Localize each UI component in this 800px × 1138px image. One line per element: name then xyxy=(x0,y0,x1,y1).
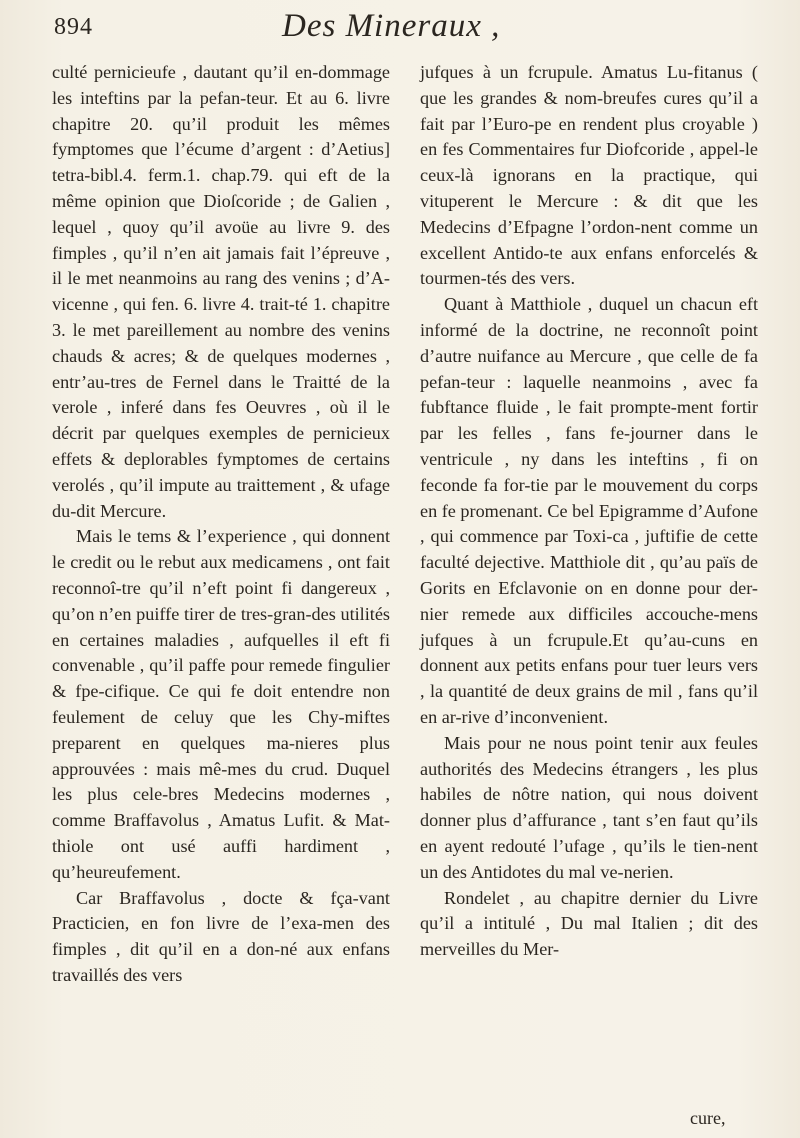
left-column xyxy=(52,60,390,989)
running-head: Des Mineraux , xyxy=(282,8,501,44)
paragraph: culté pernicieufe , dautant qu’il en-dommage les inteftins par la pefan-teur. Et au 6. livre chapitre 20. qu’il produit les mêmes fymptomes que l’écume d’argent : d’Aetius] tetra-bibl.4. ferm.1. chap.79. qui eft de la même opinion que Dioſcoride ; de Galien , lequel , quoy qu’il avoüe au livre 9. des fimples , qu’il n’en ait jamais fait l’épreuve , il le met neanmoins au rang des venins ; d’A-vicenne , qui fen. 6. livre 4. trait-té 1. chapitre 3. le met pareillement au nombre des venins chauds & acres; & de quelques modernes , entr’au-tres de Fernel dans le Traitté de la verole , inferé dans fes Oeuvres , où il le décrit par quelques exemples de pernicieux effets & deplorables fymptomes de certains verolés , qu’il impute au traittement , & ufage du-dit Mercure. xyxy=(52,62,390,521)
paragraph: Quant à Matthiole , duquel un chacun eft informé de la doctrine, ne reconnoît point d’autre nuifance au Mercure , que celle de fa pefan-teur : laquelle neanmoins , avec fa fubftance fluide , le fait prompte-ment fortir par les felles , fans fe-journer dans le ventricule , ny dans les inteftins , fi on feconde fa for-tie par le mouvement du corps en fe promenant. Ce bel Epigramme d’Aufone , qui commence par Toxi-ca , juftifie de cette faculté dejective. Matthiole dit , qu’au païs de Gorits en Efclavonie on en donne pour der-nier remede aux difficiles accouche-mens jufques à un fcrupule.Et qu’au-cuns en donnent aux petits enfans pour tuer leurs vers , la quantité de deux grains de mil , fans qu’il en ar-rive d’inconvenient. xyxy=(420,294,758,727)
page-number: 894 xyxy=(54,14,93,40)
page-header xyxy=(52,8,772,48)
paragraph: jufques à un fcrupule. Amatus Lu-fitanus ( que les grandes & nom-breufes cures qu’il a fait par l’Euro-pe en rendent plus croyable ) en fes Commentaires fur Diofcoride , appel-le ceux-là ignorans en la practique, qui vituperent le Mercure : & dit que les Medecins d’Efpagne l’ordon-nent comme un excellent Antido-te aux enfans enforcelés & tourmen-tés des vers. xyxy=(420,62,758,289)
paragraph: Rondelet , au chapitre dernier du Livre qu’il a intitulé , Du mal Italien ; dit des merveilles du Mer- xyxy=(420,887,758,960)
right-column xyxy=(420,60,758,963)
paragraph: Mais le tems & l’experience , qui donnent le credit ou le rebut aux medicamens , ont fait reconnoî-tre qu’il n’eft point fi dangereux , qu’on n’en puiffe tirer de tres-gran-des utilités en certaines maladies , aufquelles il eft fi convenable , qu’il paffe pour remede fingulier & fpe-cifique. Ce qui fe doit entendre non feulement de celuy que les Chy-miftes preparent en quelques ma-nieres plus approuvées : mais mê-mes du crud. Duquel les plus cele-bres Medecins modernes , comme Braffavolus , Amatus Lufit. & Mat-thiole ont usé auffi hardiment , qu’heureufement. xyxy=(52,526,390,882)
paragraph: Car Braffavolus , docte & fça-vant Practicien, en fon livre de l’exa-men des fimples , dit qu’il en a don-né aux enfans travaillés des vers xyxy=(52,887,390,985)
paragraph: Mais pour ne nous point tenir aux feules authorités des Medecins étrangers , les plus habiles de nôtre nation, qui nous doivent donner plus d’affurance , tant s’en faut qu’ils en ayent redouté l’ufage , qu’ils le tien-nent un des Antidotes du mal ve-nerien. xyxy=(420,732,758,882)
catchword: cure, xyxy=(690,1108,726,1128)
